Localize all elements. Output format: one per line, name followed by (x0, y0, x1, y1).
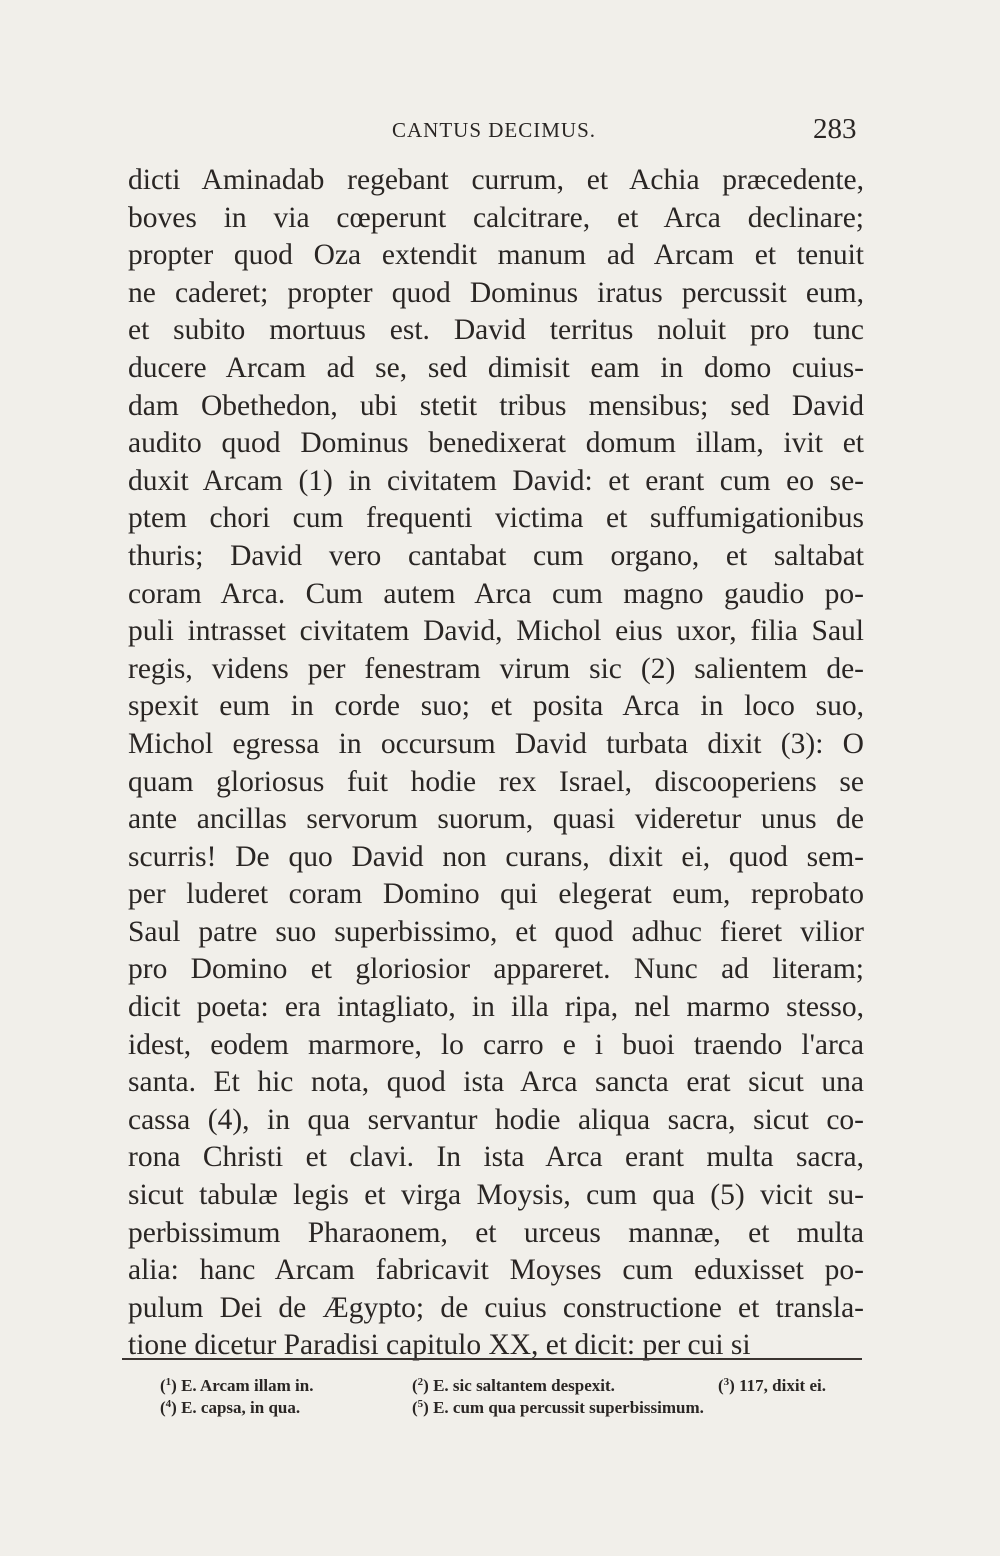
text-line: ante ancillas servorum suorum, quasi videretur unus de (128, 803, 864, 836)
text-line: coram Arca. Cum autem Arca cum magno gaudio po- (128, 577, 864, 610)
text-line: sicut tabulæ legis et virga Moysis, cum qua (5) vicit su- (128, 1179, 864, 1212)
footnote-text: E. cum qua percussit superbissimum. (433, 1398, 704, 1417)
text-line: scurris! De quo David non curans, dixit ei, quod sem- (128, 840, 864, 873)
text-line: Saul patre suo superbissimo, et quod adhuc fieret vilior (128, 915, 864, 948)
footnote-mark: 4 (165, 1398, 172, 1410)
text-line: quam gloriosus fuit hodie rex Israel, discooperiens se (128, 765, 864, 798)
text-line: thuris; David vero cantabat cum organo, et saltabat (128, 539, 864, 572)
footnote-mark: 3 (723, 1376, 730, 1388)
footnote-2: ($^2$) E. sic saltantem despexit. (412, 1376, 615, 1395)
footnote-5: ($^5$) E. cum qua percussit superbissimum. (412, 1398, 704, 1417)
text-line: regis, videns per fenestram virum sic (2) salientem de- (128, 652, 864, 685)
text-line: ptem chori cum frequenti victima et suffumigationibus (128, 502, 864, 535)
text-line: audito quod Dominus benedixerat domum illam, ivit et (128, 427, 864, 460)
footnote-rule (122, 1358, 862, 1360)
text-line: alia: hanc Arcam fabricavit Moyses cum eduxisset po- (128, 1254, 864, 1287)
footnote-text: 117, dixit ei. (739, 1376, 826, 1395)
footnote-text: E. capsa, in qua. (181, 1398, 301, 1417)
text-line: propter quod Oza extendit manum ad Arcam et tenuit (128, 239, 864, 272)
text-line: rona Christi et clavi. In ista Arca erant multa sacra, (128, 1141, 864, 1174)
text-line: tione dicetur Paradisi capitulo XX, et dicit: per cui si (128, 1329, 751, 1362)
text-line: Michol egressa in occursum David turbata dixit (3): O (128, 727, 864, 760)
text-line: idest, eodem marmore, lo carro e i buoi traendo l'arca (128, 1028, 864, 1061)
text-line: duxit Arcam (1) in civitatem David: et erant cum eo se- (128, 464, 864, 497)
text-line: santa. Et hic nota, quod ista Arca sancta erat sicut una (128, 1066, 864, 1099)
text-line: perbissimum Pharaonem, et urceus mannæ, et multa (128, 1216, 864, 1249)
footnote-4: ($^4$) E. capsa, in qua. (160, 1398, 301, 1417)
text-line: et subito mortuus est. David territus noluit pro tunc (128, 314, 864, 347)
footnote-mark: 5 (417, 1398, 424, 1410)
footnote-text: E. Arcam illam in. (181, 1376, 314, 1395)
text-line: ducere Arcam ad se, sed dimisit eam in domo cuius- (128, 351, 864, 384)
footnote-mark: 2 (417, 1376, 424, 1388)
footnote-text: E. sic saltantem despexit. (433, 1376, 615, 1395)
footnote-mark: 1 (165, 1376, 172, 1388)
body-text (128, 162, 864, 1365)
text-line: pro Domino et gloriosior appareret. Nunc ad literam; (128, 953, 864, 986)
page-number: 283 (813, 113, 857, 145)
text-line: dam Obethedon, ubi stetit tribus mensibus; sed David (128, 389, 864, 422)
text-line: ne caderet; propter quod Dominus iratus percussit eum, (128, 276, 864, 309)
text-line: puli intrasset civitatem David, Michol eius uxor, filia Saul (128, 615, 864, 648)
footnote-1: ($^1$) E. Arcam illam in. (160, 1376, 314, 1395)
text-line: pulum Dei de Ægypto; de cuius constructione et transla- (128, 1291, 864, 1324)
text-line: spexit eum in corde suo; et posita Arca in loco suo, (128, 690, 864, 723)
text-line: cassa (4), in qua servantur hodie aliqua sacra, sicut co- (128, 1103, 864, 1136)
text-line: dicit poeta: era intagliato, in illa ripa, nel marmo stesso, (128, 991, 864, 1024)
text-line: per luderet coram Domino qui elegerat eum, reprobato (128, 878, 864, 911)
running-title: CANTUS DECIMUS. (392, 118, 597, 142)
text-line: boves in via cœperunt calcitrare, et Arca declinare; (128, 201, 864, 234)
footnote-3: ($^3$) 117, dixit ei. (718, 1376, 826, 1395)
text-line: dicti Aminadab regebant currum, et Achia præcedente, (128, 164, 864, 196)
